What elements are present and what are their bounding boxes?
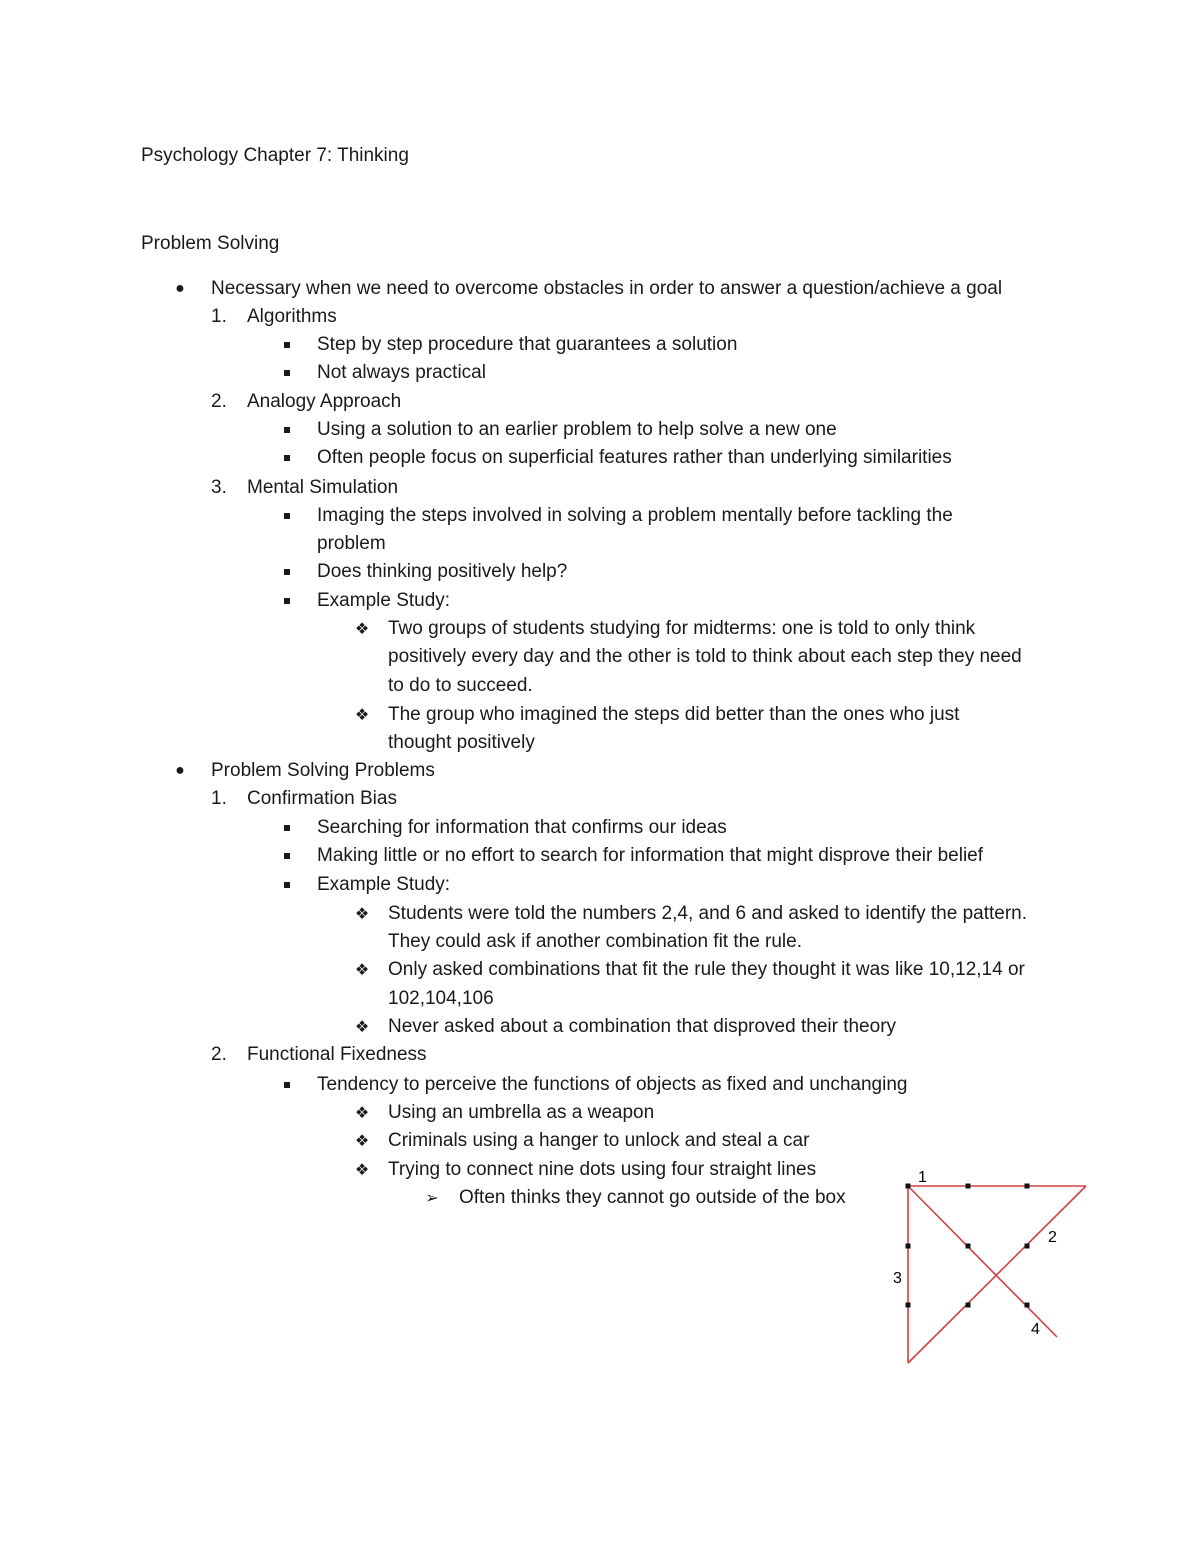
arrow-bullet-icon: ➢ xyxy=(425,1190,439,1207)
diamond-bullet-icon: ❖ xyxy=(354,1105,370,1122)
puzzle-dot xyxy=(966,1303,971,1308)
list-number: 1. xyxy=(211,788,227,809)
line-label-1: 1 xyxy=(918,1169,927,1186)
sub-sub-point: Often thinks they cannot go outside of the box xyxy=(459,1187,846,1208)
bullet-text: Problem Solving Problems xyxy=(211,760,435,781)
sub-point-continued: They could ask if another combination fit the rule. xyxy=(388,931,803,952)
sub-point-continued: thought positively xyxy=(388,732,535,753)
diamond-bullet-icon: ❖ xyxy=(354,707,370,724)
list-point: Searching for information that confirms our ideas xyxy=(317,817,727,838)
list-point: Example Study: xyxy=(317,874,451,895)
puzzle-dot xyxy=(966,1184,971,1189)
list-point: Often people focus on superficial features rather than underlying similarities xyxy=(317,447,952,468)
round-bullet-icon: ● xyxy=(175,280,185,297)
list-point: Does thinking positively help? xyxy=(317,561,568,582)
sub-point-continued: to do to succeed. xyxy=(388,675,533,696)
diamond-bullet-icon: ❖ xyxy=(354,962,370,979)
sub-point: Criminals using a hanger to unlock and steal a car xyxy=(388,1130,810,1151)
square-bullet-icon xyxy=(273,444,301,472)
puzzle-dot xyxy=(1025,1303,1030,1308)
square-bullet-icon xyxy=(273,842,301,870)
list-item-label: Algorithms xyxy=(247,306,337,327)
square-bullet-icon xyxy=(273,814,301,842)
list-point: Imaging the steps involved in solving a problem mentally before tackling the xyxy=(317,505,953,526)
diamond-bullet-icon: ❖ xyxy=(354,906,370,923)
square-bullet-icon xyxy=(273,871,301,899)
list-number: 2. xyxy=(211,1044,227,1065)
puzzle-dot xyxy=(1025,1184,1030,1189)
sub-point-continued: 102,104,106 xyxy=(388,988,494,1009)
list-item-label: Mental Simulation xyxy=(247,477,399,498)
sub-point: Two groups of students studying for midterms: one is told to only think xyxy=(388,618,976,639)
list-point: Step by step procedure that guarantees a solution xyxy=(317,334,738,355)
sub-point: Never asked about a combination that disproved their theory xyxy=(388,1016,897,1037)
diamond-bullet-icon: ❖ xyxy=(354,621,370,638)
round-bullet-icon: ● xyxy=(175,762,185,779)
line-label-3: 3 xyxy=(893,1270,902,1287)
list-number: 3. xyxy=(211,477,227,498)
square-bullet-icon xyxy=(273,558,301,586)
puzzle-dot xyxy=(1025,1244,1030,1249)
diamond-bullet-icon: ❖ xyxy=(354,1162,370,1179)
bullet-text: Necessary when we need to overcome obstacles in order to answer a question/achieve a goal xyxy=(211,278,1003,299)
line-label-4: 4 xyxy=(1031,1321,1040,1338)
page-title: Psychology Chapter 7: Thinking xyxy=(141,145,409,166)
puzzle-dot xyxy=(906,1244,911,1249)
square-bullet-icon xyxy=(273,416,301,444)
list-number: 1. xyxy=(211,306,227,327)
square-bullet-icon xyxy=(273,502,301,530)
puzzle-dot xyxy=(906,1303,911,1308)
section-heading: Problem Solving xyxy=(141,233,280,254)
list-point-continued: problem xyxy=(317,533,386,554)
puzzle-dot xyxy=(966,1244,971,1249)
list-point: Example Study: xyxy=(317,590,451,611)
diamond-bullet-icon: ❖ xyxy=(354,1019,370,1036)
sub-point: Using an umbrella as a weapon xyxy=(388,1102,655,1123)
list-item-label: Confirmation Bias xyxy=(247,788,397,809)
square-bullet-icon xyxy=(273,587,301,615)
sub-point: Students were told the numbers 2,4, and 6 and asked to identify the pattern. xyxy=(388,903,1028,924)
square-bullet-icon xyxy=(273,359,301,387)
sub-point: Only asked combinations that fit the rule they thought it was like 10,12,14 or xyxy=(388,959,1025,980)
sub-point: Trying to connect nine dots using four straight lines xyxy=(388,1159,817,1180)
list-item-label: Functional Fixedness xyxy=(247,1044,427,1065)
list-point: Making little or no effort to search for information that might disprove their belief xyxy=(317,845,984,866)
list-item-label: Analogy Approach xyxy=(247,391,402,412)
sub-point: The group who imagined the steps did better than the ones who just xyxy=(388,704,960,725)
list-number: 2. xyxy=(211,391,227,412)
square-bullet-icon xyxy=(273,1071,301,1099)
line-label-2: 2 xyxy=(1048,1229,1057,1246)
nine-dot-puzzle-diagram xyxy=(880,1160,1100,1375)
list-point: Not always practical xyxy=(317,362,486,383)
diamond-bullet-icon: ❖ xyxy=(354,1133,370,1150)
list-point: Using a solution to an earlier problem to help solve a new one xyxy=(317,419,837,440)
sub-point-continued: positively every day and the other is told to think about each step they need xyxy=(388,646,1022,667)
list-point: Tendency to perceive the functions of objects as fixed and unchanging xyxy=(317,1074,908,1095)
square-bullet-icon xyxy=(273,331,301,359)
solution-line-4 xyxy=(908,1186,1057,1337)
puzzle-dot xyxy=(906,1184,911,1189)
